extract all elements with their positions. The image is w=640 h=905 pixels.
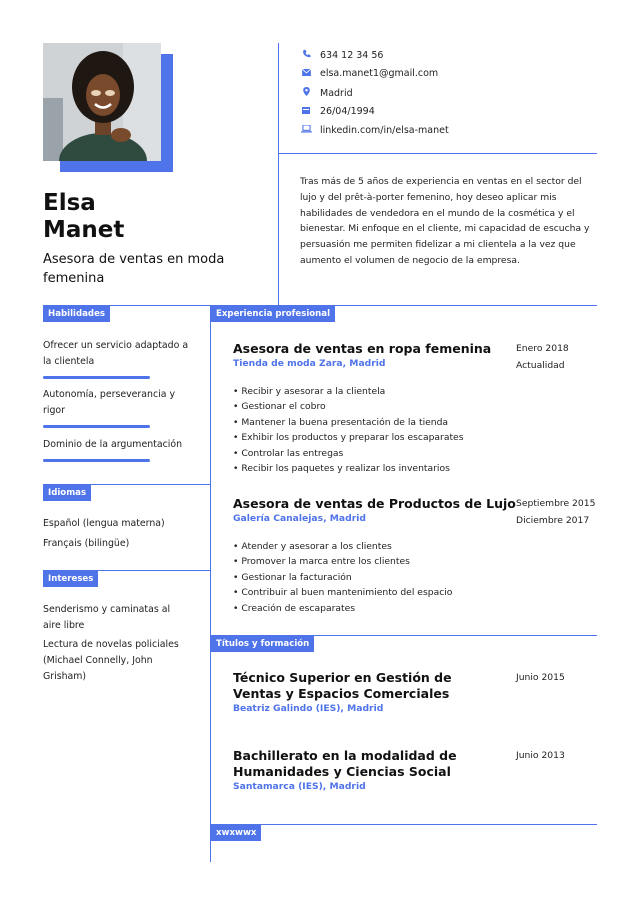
task-item: • Gestionar el cobro [233,399,464,414]
education-date: Junio 2015 [516,672,565,683]
task-item: • Exhibir los productos y preparar los escaparates [233,430,464,445]
experience-dates [516,495,595,529]
contact-phone [300,49,383,61]
date-to: Diciembre 2017 [516,515,590,526]
education-school: Beatriz Galindo (IES), Madrid [233,703,384,714]
phone-text: 634 12 34 56 [320,49,384,61]
task-item: • Recibir los paquetes y realizar los inventarios [233,461,464,476]
education-divider [210,824,597,825]
skill-item: Dominio de la argumentación [43,439,183,450]
language-item: Español (lengua materna) [43,518,165,529]
experience-company: Galería Canalejas, Madrid [233,513,366,524]
skill-level-bar [43,459,150,462]
language-item: Français (bilingüe) [43,538,130,549]
experience-title: Asesora de ventas en ropa femenina [233,341,492,356]
task-item: • Controlar las entregas [233,446,464,461]
skill-level-bar [43,376,150,379]
interest-item: Lectura de novelas policiales (Michael Connelly, John Grisham) [43,639,179,682]
experience-dates [516,340,569,374]
first-name: Elsa [43,190,96,216]
skill-level-bar [43,425,150,428]
contact-linkedin [300,125,449,136]
education-school: Santamarca (IES), Madrid [233,781,366,792]
phone-icon [300,49,312,61]
birthdate-text: 26/04/1994 [320,106,375,117]
job-title: Asesora de ventas en moda femenina [43,252,225,286]
date-from: Septiembre 2015 [516,498,596,509]
education-title: Técnico Superior en Gestión de Ventas y Espacios Comerciales [233,670,452,701]
education-date: Junio 2013 [516,750,565,761]
interest-item: Senderismo y caminatas al aire libre [43,604,171,631]
section-tag-experience: Experiencia profesional [211,306,335,322]
skill-item: Ofrecer un servicio adaptado a la clientela [43,340,189,367]
profile-photo [43,43,161,161]
experience-tasks [233,539,452,616]
column-divider [210,305,211,862]
email-text: elsa.manet1@gmail.com [320,68,439,79]
city-text: Madrid [320,87,353,99]
laptop-icon [300,125,312,136]
last-name: Manet [43,217,125,243]
section-tag-education: Títulos y formación [211,636,314,652]
profile-summary: Tras más de 5 años de experiencia en ventas en el sector del lujo y del prêt-à-porter femenino, hoy deseo aplicar mis habilidades de vendedora en el mundo de la cosmética y el bienestar. Mi enfoque en el cliente, mi capacidad de escucha y persuasión me permiten fidelizar a mi clientela a la vez que aumento el volumen de negocio de la empresa. [300,176,590,266]
contact-birthdate [300,106,375,117]
summary-divider [278,153,597,154]
education-title: Bachillerato en la modalidad de Humanidades y Ciencias Social [233,748,457,779]
task-item: • Contribuir al buen mantenimiento del espacio [233,585,452,600]
date-from: Enero 2018 [516,343,569,354]
task-item: • Gestionar la facturación [233,570,452,585]
section-tag-skills: Habilidades [43,306,110,322]
task-item: • Promover la marca entre los clientes [233,554,452,569]
calendar-icon [300,106,312,117]
task-item: • Recibir y asesorar a la clientela [233,384,464,399]
section-tag-interests: Intereses [43,571,98,587]
contact-city [300,87,353,99]
location-pin-icon [300,87,312,99]
experience-company: Tienda de moda Zara, Madrid [233,358,386,369]
contact-email [300,68,438,79]
section-tag-extra: xwxwwx [211,825,261,841]
experience-tasks [233,384,464,476]
section-tag-languages: Idiomas [43,485,91,501]
linkedin-text: linkedin.com/in/elsa-manet [320,125,449,136]
skill-item: Autonomía, perseverancia y rigor [43,389,176,416]
experience-title: Asesora de ventas de Productos de Lujo [233,496,516,511]
task-item: • Creación de escaparates [233,601,452,616]
candidate-name [43,190,124,244]
task-item: • Mantener la buena presentación de la tienda [233,415,464,430]
date-to: Actualidad [516,360,565,371]
task-item: • Atender y asesorar a los clientes [233,539,452,554]
envelope-icon [300,68,312,79]
header-divider-vertical [278,43,279,305]
